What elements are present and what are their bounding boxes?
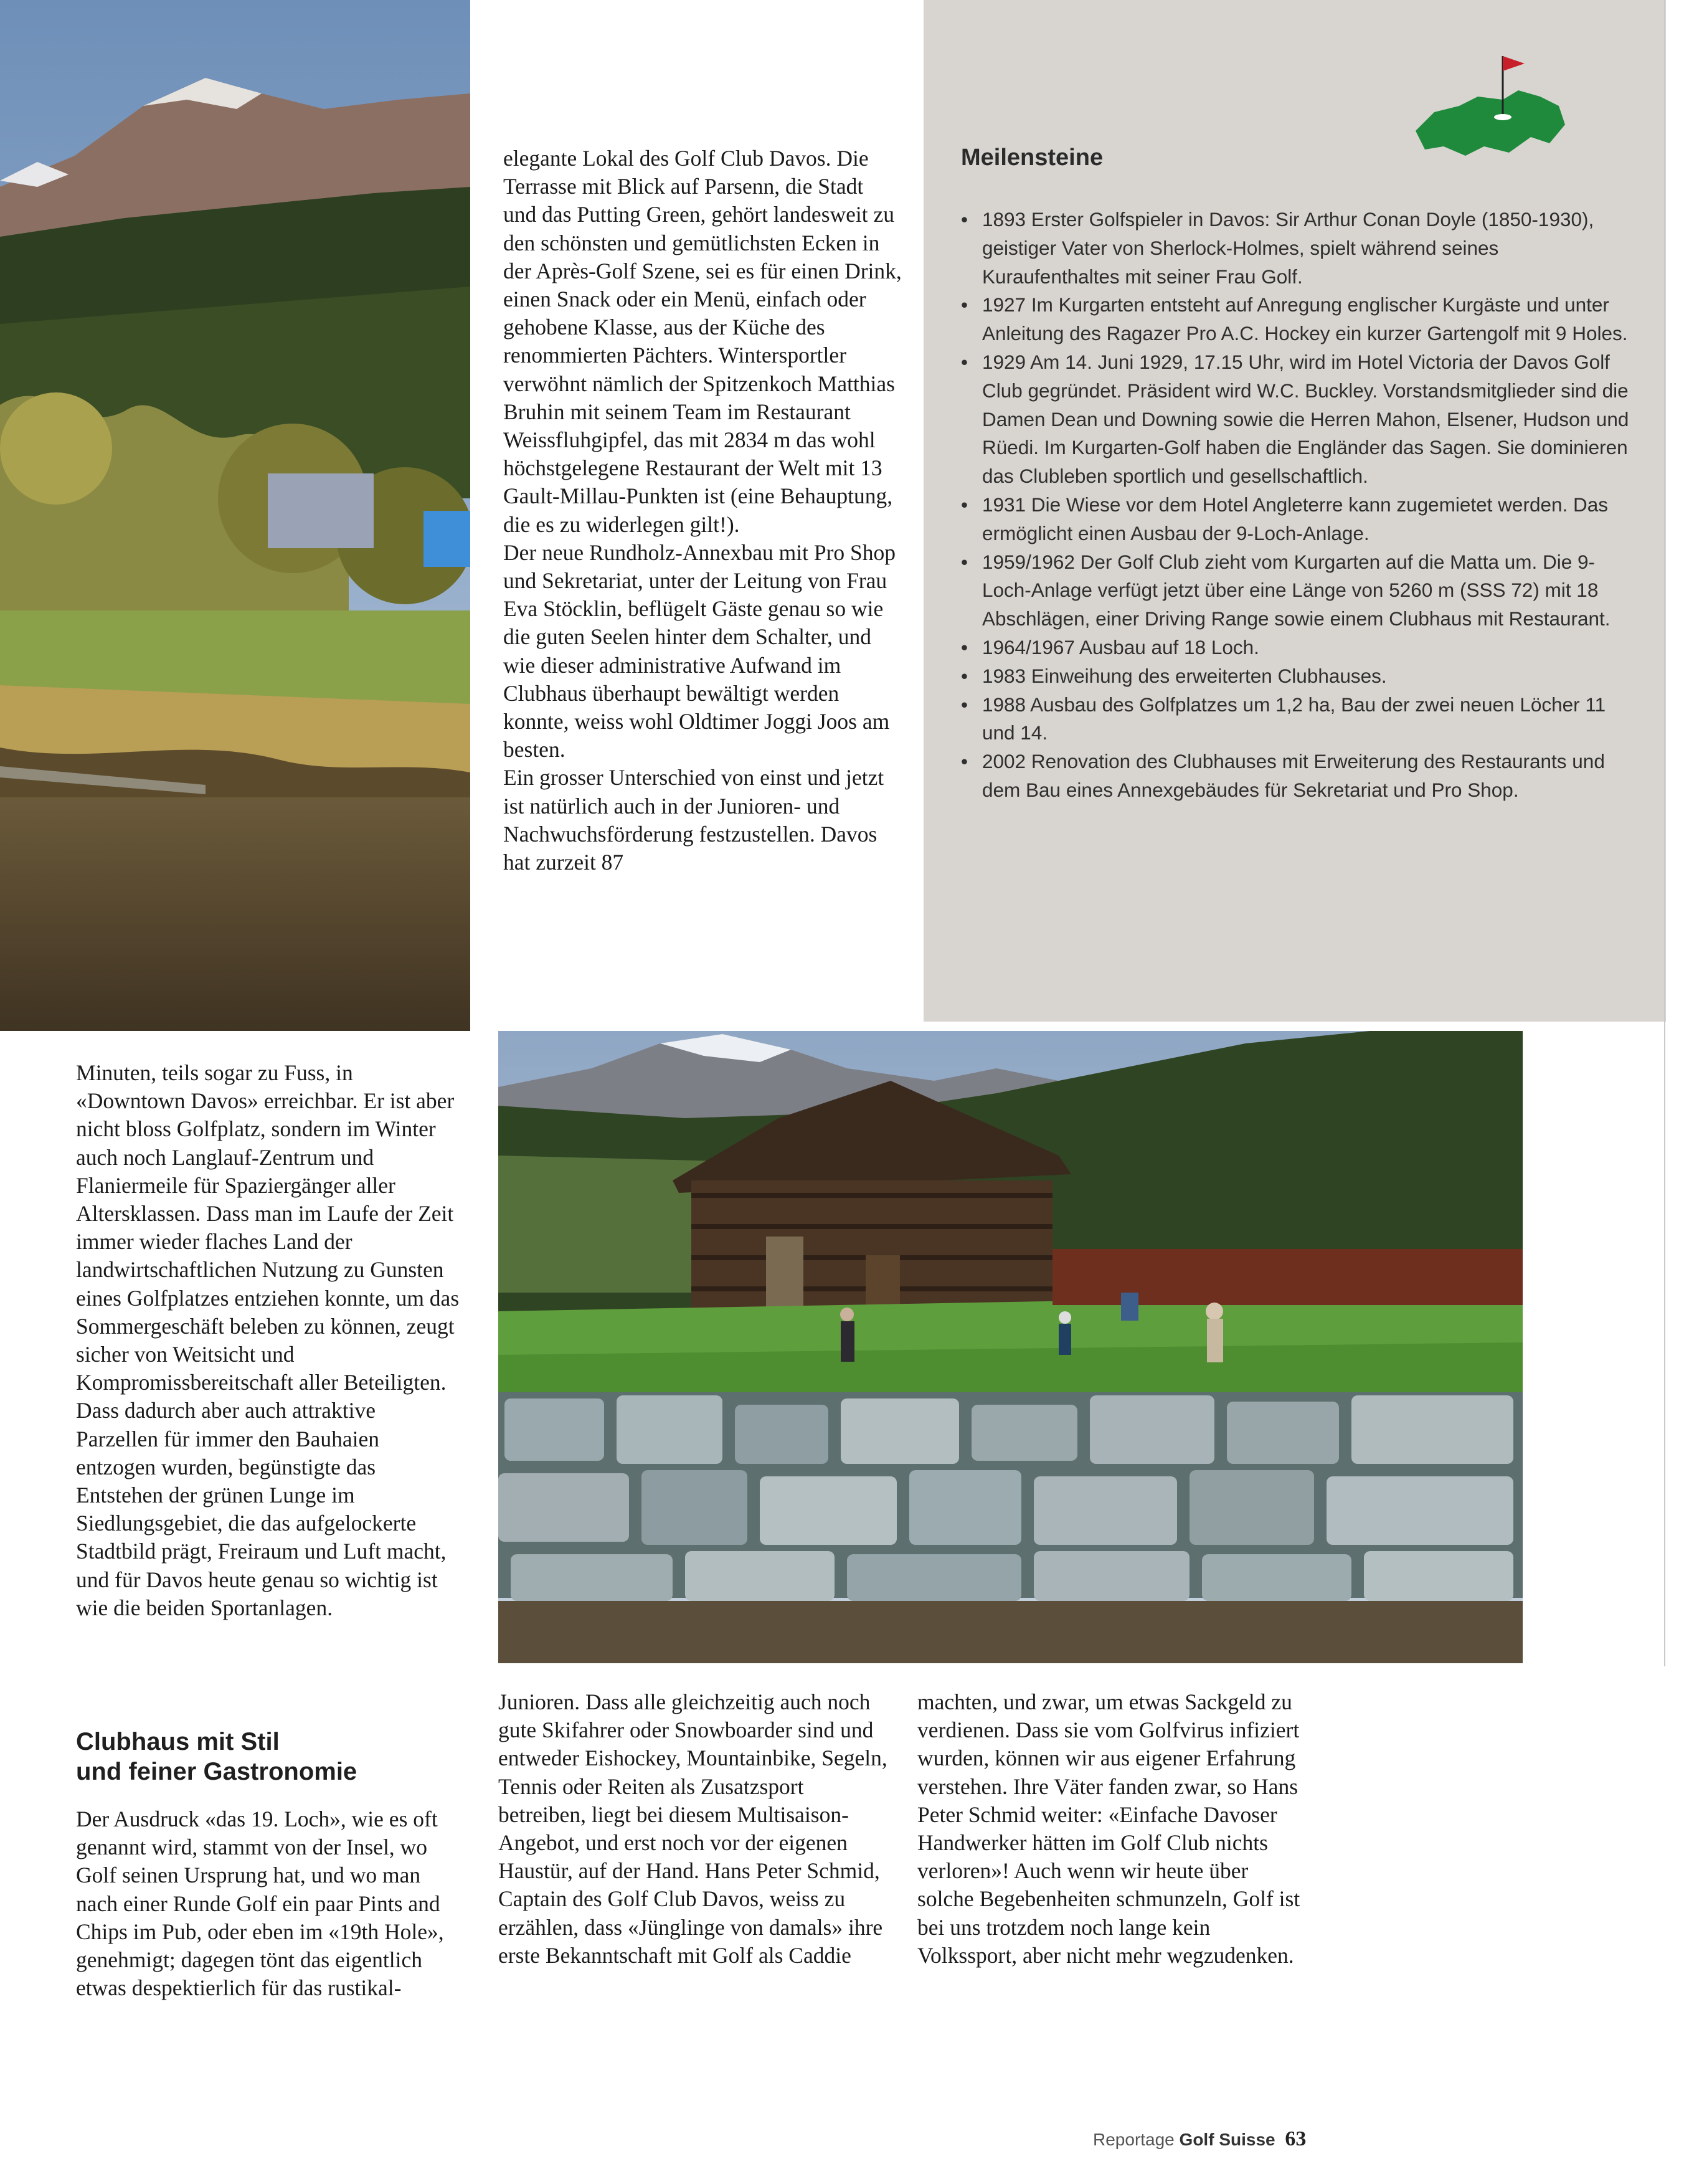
milestone-item: • 1964/1967 Ausbau auf 18 Loch. [961,634,1640,662]
section-heading-line: Clubhaus mit Stil [76,1728,280,1755]
milestones-sidebar [924,0,1666,1022]
milestone-item: • 1959/1962 Der Golf Club zieht vom Kurgarten auf die Matta um. Die 9-Loch-Anlage verfügt jetzt über eine Länge von 5260 m (SSS 72) mit 18 Abschlägen, einer Driving Range sowie einem Clubhaus mit Restaurant. [961,548,1640,634]
footer-magazine: Golf Suisse [1179,2130,1275,2149]
page-footer [1093,2127,1306,2151]
article-paragraph: Junioren. Dass alle gleichzeitig auch noch gute Skifahrer oder Snowboarder sind und entweder Eishockey, Mountainbike, Segeln, Tennis oder Reiten als Zusatzsport betreiben, liegt bei diesem Multisaison-Angebot, und erst noch vor der eigenen Haustür, auf der Hand. Hans Peter Schmid, Captain des Golf Club Davos, weiss zu erzählen, dass «Jünglinge von damals» ihre erste Bekanntschaft mit Golf als Caddie [498,1689,887,1968]
milestone-item: • 1927 Im Kurgarten entsteht auf Anregung englischer Kurgäste und unter Anleitung des Ragazer Pro A.C. Hockey ein kurzer Gartengolf mit 9 Holes. [961,291,1640,348]
page-edge-rule [1664,0,1665,1666]
section-heading [76,1727,357,1787]
milestones-list [961,206,1640,805]
article-paragraph: Ein grosser Unterschied von einst und jetzt ist natürlich auch in der Junioren- und Nachwuchsförderung festzustellen. Davos hat zurzeit 87 [503,765,884,875]
footer-section: Reportage [1093,2130,1175,2149]
milestone-item: • 1893 Erster Golfspieler in Davos: Sir Arthur Conan Doyle (1850-1930), geistiger Vater von Sherlock-Holmes, spielt während seines Kuraufenthaltes mit seiner Frau Golf. [961,206,1640,291]
milestone-item: • 1929 Am 14. Juni 1929, 17.15 Uhr, wird im Hotel Victoria der Davos Golf Club gegründet. Präsident wird W.C. Buckley. Vorstandsmitglieder sind die Damen Dean und Downing sowie die Herren Mahon, Elsener, Hudson und Rüedi. Im Kurgarten-Golf haben die Engländer das Sagen. Sie dominieren das Clubleben sportlich und gesellschaftlich. [961,348,1640,491]
article-paragraph: Der neue Rundholz-Annexbau mit Pro Shop und Sekretariat, unter der Leitung von Frau Eva Stöcklin, beflügelt Gäste genau so wie die guten Seelen hinter dem Schalter, und wie dieser administrative Aufwand im Clubhaus überhaupt bewältigt werden konnte, weiss wohl Oldtimer Joggi Joos am besten. [503,539,896,762]
mountain-lake-photo [0,0,470,1031]
clubhouse-golfers-photo [498,1031,1523,1663]
article-column-2-top [503,145,902,876]
article-column-1-middle [76,1059,462,1622]
article-column-3-bottom [917,1688,1307,1970]
article-column-2-bottom [498,1688,887,1970]
milestone-item: • 1983 Einweihung des erweiterten Clubhauses. [961,662,1640,691]
article-paragraph: Minuten, teils sogar zu Fuss, in «Downtown Davos» erreichbar. Er ist aber nicht bloss Golfplatz, sondern im Winter auch noch Langlauf-Zentrum und Flaniermeile für Spaziergänger aller Altersklassen. Dass man im Laufe der Zeit immer wieder flaches Land der landwirtschaftlichen Nutzung zu Gunsten eines Golfplatzes entziehen konnte, um das Sommergeschäft beleben zu können, zeugt sicher von Weitsicht und Kompromissbereitschaft aller Beteiligten. Dass dadurch aber auch attraktive Parzellen für immer den Bauhaien entzogen wurden, begünstigte das Entstehen der grünen Lunge im Siedlungsgebiet, die das aufgelockerte Stadtbild prägt, Freiraum und Luft macht, und für Davos heute genau so wichtig ist wie die beiden Sportanlagen. [76,1060,460,1620]
sidebar-heading: Meilensteine [961,145,1104,171]
article-column-1-bottom [76,1805,462,2002]
milestone-item: • 2002 Renovation des Clubhauses mit Erweiterung des Restaurants und dem Bau eines Annexgebäudes für Sekretariat und Pro Shop. [961,748,1640,805]
milestone-item: • 1931 Die Wiese vor dem Hotel Angleterre kann zugemietet werden. Das ermöglicht einen Ausbau der 9-Loch-Anlage. [961,491,1640,548]
article-paragraph: elegante Lokal des Golf Club Davos. Die Terrasse mit Blick auf Parsenn, die Stadt und das Putting Green, gehört landesweit zu den schönsten und gemütlichsten Ecken in der Après-Golf Szene, sei es für einen Drink, einen Snack oder ein Menü, einfach oder gehobene Klasse, aus der Küche des renommierten Pächters. Wintersportler verwöhnt nämlich der Spitzenkoch Matthias Bruhin mit seinem Team im Restaurant Weissfluhgipfel, das mit 2834 m das wohl höchstgelegene Restaurant der Welt mit 13 Gault-Millau-Punkten ist (eine Behauptung, die es zu widerlegen gilt!). [503,146,902,537]
article-paragraph: machten, und zwar, um etwas Sackgeld zu verdienen. Dass sie vom Golfvirus infiziert wurden, können wir aus eigener Erfahrung verstehen. Ihre Väter fanden zwar, so Hans Peter Schmid weiter: «Einfache Davoser Handwerker hätten im Golf Club nichts verloren»! Auch wenn wir heute über solche Begebenheiten schmunzeln, Golf ist bei uns trotzdem noch lange kein Volkssport, aber nicht mehr wegzudenken. [917,1689,1300,1968]
article-paragraph: Der Ausdruck «das 19. Loch», wie es oft genannt wird, stammt von der Insel, wo Golf seinen Ursprung hat, und wo man nach einer Runde Golf ein paar Pints and Chips im Pub, oder eben im «19th Hole», genehmigt; dagegen tönt das eigentlich etwas despektierlich für das rustikal- [76,1807,444,2001]
milestone-item: • 1988 Ausbau des Golfplatzes um 1,2 ha, Bau der zwei neuen Löcher 11 und 14. [961,691,1640,748]
page-number: 63 [1285,2127,1307,2150]
section-heading-line: und feiner Gastronomie [76,1758,357,1785]
switzerland-map-flag-icon [1409,44,1571,162]
